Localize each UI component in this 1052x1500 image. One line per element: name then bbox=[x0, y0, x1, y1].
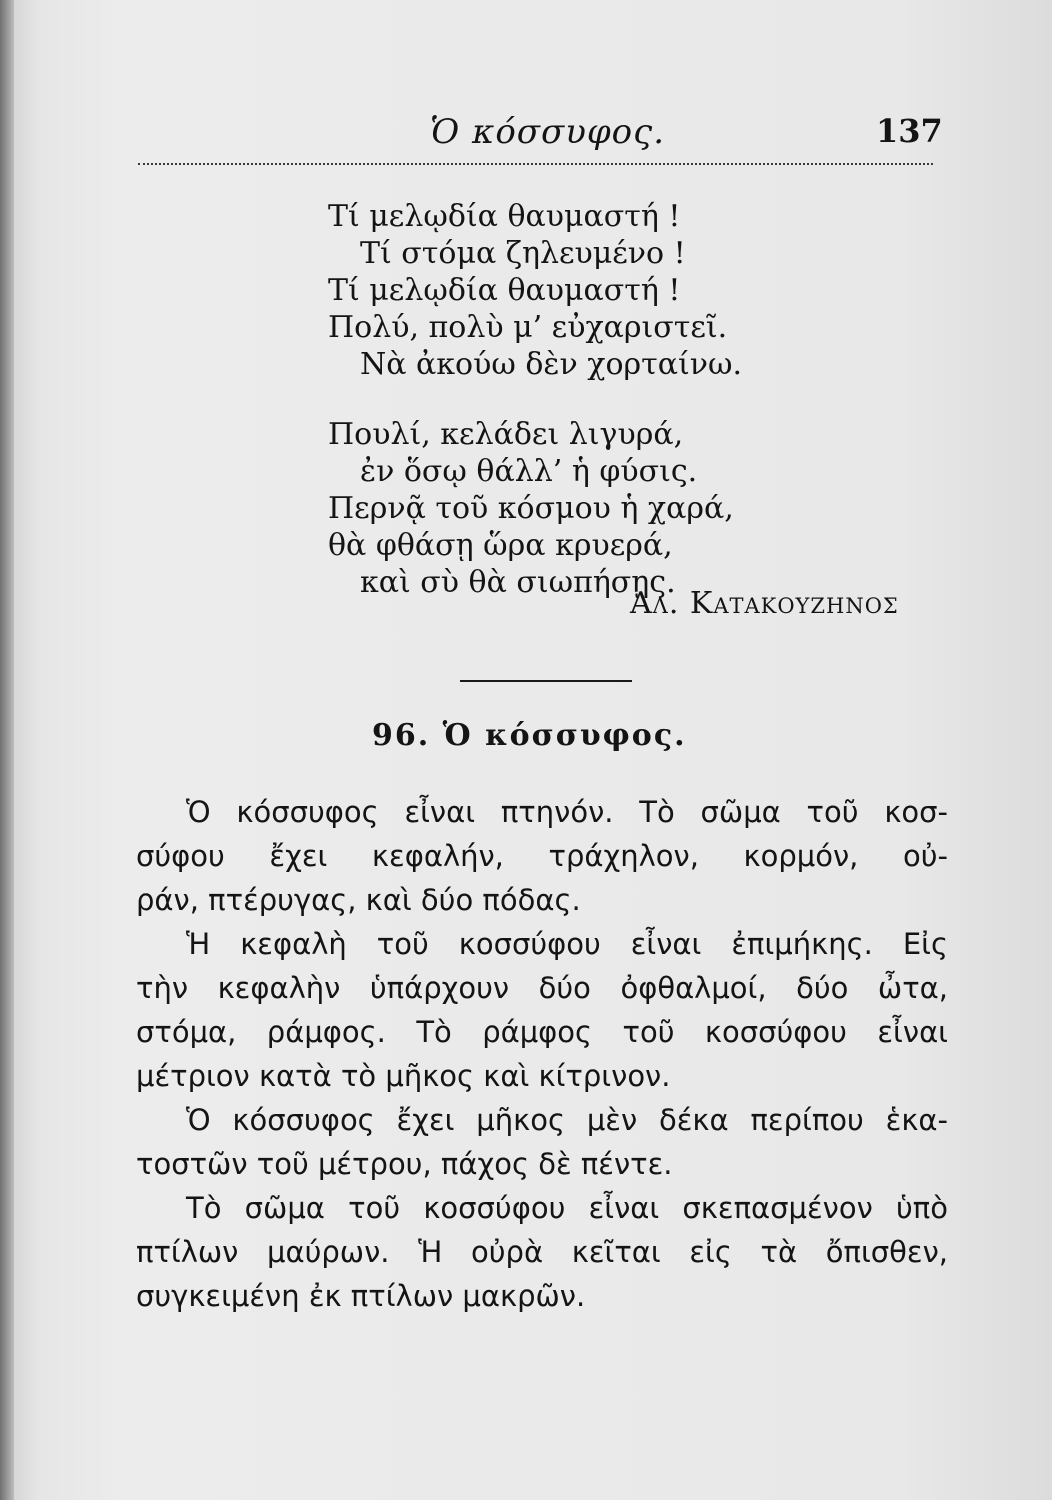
poem-line: Πουλί, κελάδει λιγυρά, bbox=[328, 417, 684, 452]
poem-line: Τί στόμα ζηλευμένο ! bbox=[360, 236, 686, 271]
page-number: 137 bbox=[876, 112, 943, 150]
prose-line: ράν, πτέρυγας, καὶ δύο πόδας. bbox=[136, 883, 581, 917]
poem-signature: Αλ. Κατακουζηνος bbox=[630, 586, 899, 621]
prose-line: στόμα, ράμφος. Τὸ ράμφος τοῦ κοσσύφου εἶναι bbox=[136, 1015, 948, 1049]
poem-line: Περνᾷ τοῦ κόσμου ἡ χαρά, bbox=[328, 491, 734, 526]
poem-line: θὰ φθάσῃ ὥρα κρυερά, bbox=[328, 528, 673, 563]
prose-line: συγκειμένη ἐκ πτίλων μακρῶν. bbox=[136, 1279, 586, 1313]
book-spine-shadow bbox=[0, 0, 14, 1500]
header-rule bbox=[138, 163, 933, 165]
prose-body bbox=[136, 790, 948, 1318]
prose-line: τὴν κεφαλὴν ὑπάρχουν δύο ὀφθαλμοί, δύο ὦτα, bbox=[136, 971, 948, 1005]
poem-line: Τί μελῳδία θαυμαστή ! bbox=[328, 199, 681, 234]
poem-line: ἐν ὅσῳ θάλλ’ ἡ φύσις. bbox=[360, 454, 698, 489]
prose-line: Τὸ σῶμα τοῦ κοσσύφου εἶναι σκεπασμένον ὑπὸ bbox=[186, 1191, 948, 1225]
poem-line: Νὰ ἀκούω δὲν χορταίνω. bbox=[360, 347, 743, 382]
prose-line: πτίλων μαύρων. Ἡ οὐρὰ κεῖται εἰς τὰ ὄπισθεν, bbox=[136, 1235, 948, 1269]
prose-line: Ὁ κόσσυφος εἶναι πτηνόν. Τὸ σῶμα τοῦ κοσ- bbox=[186, 795, 948, 829]
prose-line: μέτριον κατὰ τὸ μῆκος καὶ κίτρινον. bbox=[136, 1059, 671, 1093]
poem-line: Πολύ, πολὺ μ’ εὐχαριστεῖ. bbox=[328, 310, 728, 345]
section-heading: 96. Ὁ κόσσυφος. bbox=[372, 718, 687, 753]
poem-line: Τί μελῳδία θαυμαστή ! bbox=[328, 273, 681, 308]
prose-line: σύφου ἔχει κεφαλήν, τράχηλον, κορμόν, οὐ- bbox=[136, 839, 948, 873]
prose-line: Ἡ κεφαλὴ τοῦ κοσσύφου εἶναι ἐπιμήκης. Εἰς bbox=[186, 927, 948, 961]
running-title: Ὁ κόσσυφος. bbox=[430, 112, 666, 152]
prose-line: Ὁ κόσσυφος ἔχει μῆκος μὲν δέκα περίπου ἑκα- bbox=[186, 1103, 948, 1137]
prose-line: τοστῶν τοῦ μέτρου, πάχος δὲ πέντε. bbox=[136, 1147, 673, 1181]
poem-line: καὶ σὺ θὰ σιωπήσῃς. bbox=[360, 565, 676, 600]
section-divider bbox=[460, 680, 632, 682]
